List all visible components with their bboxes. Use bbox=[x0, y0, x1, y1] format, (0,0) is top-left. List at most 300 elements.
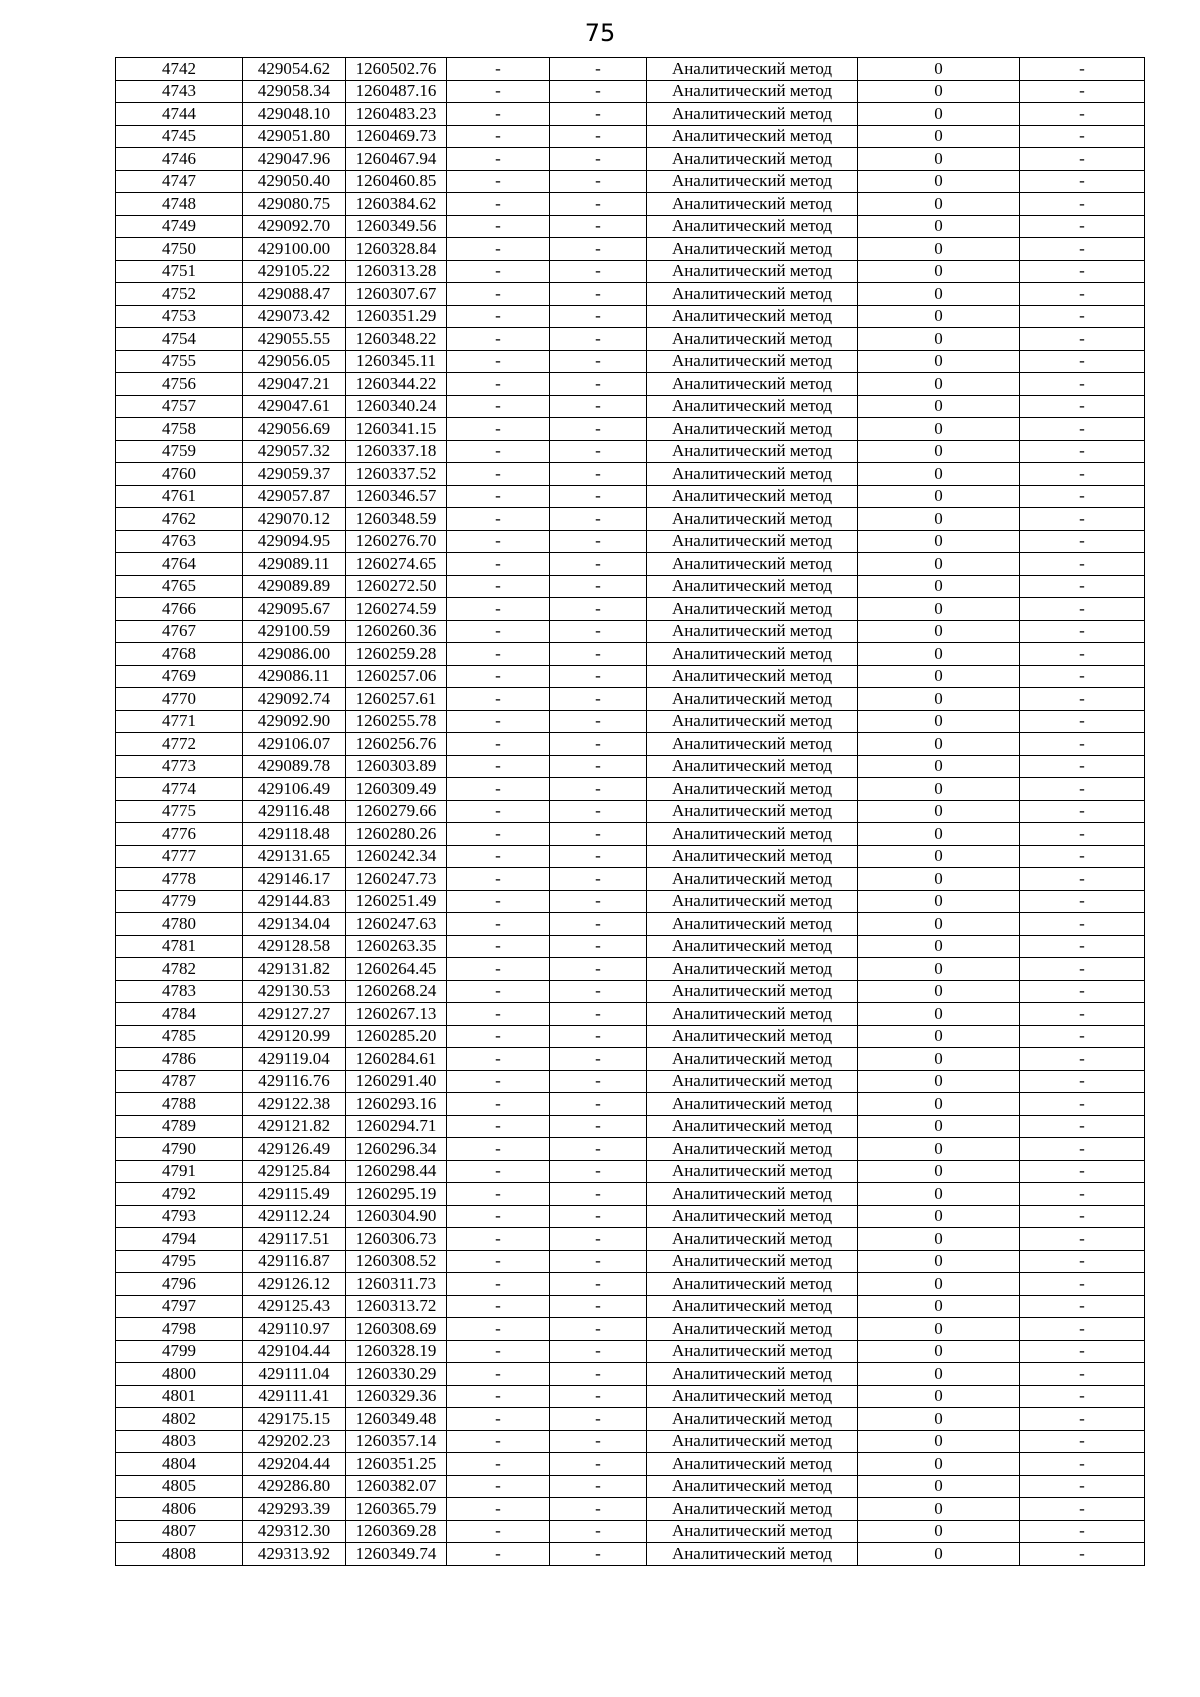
dash-cell: - bbox=[447, 463, 550, 486]
table-row bbox=[116, 238, 1145, 261]
point-number-cell: 4785 bbox=[116, 1025, 243, 1048]
point-number-cell: 4782 bbox=[116, 958, 243, 981]
y-coordinate-cell: 1260328.84 bbox=[346, 238, 447, 261]
y-coordinate-cell: 1260469.73 bbox=[346, 125, 447, 148]
method-cell: Аналитический метод bbox=[647, 598, 858, 621]
y-coordinate-cell: 1260272.50 bbox=[346, 575, 447, 598]
dash-cell: - bbox=[550, 800, 647, 823]
x-coordinate-cell: 429118.48 bbox=[243, 823, 346, 846]
dash-cell: - bbox=[1020, 350, 1145, 373]
method-cell: Аналитический метод bbox=[647, 620, 858, 643]
dash-cell: - bbox=[1020, 463, 1145, 486]
table-row bbox=[116, 643, 1145, 666]
dash-cell: - bbox=[550, 1430, 647, 1453]
point-number-cell: 4788 bbox=[116, 1093, 243, 1116]
dash-cell: - bbox=[550, 328, 647, 351]
dash-cell: - bbox=[550, 1048, 647, 1071]
dash-cell: - bbox=[447, 1340, 550, 1363]
table-row bbox=[116, 958, 1145, 981]
dash-cell: - bbox=[447, 710, 550, 733]
dash-cell: - bbox=[550, 1070, 647, 1093]
y-coordinate-cell: 1260313.28 bbox=[346, 260, 447, 283]
accuracy-cell: 0 bbox=[858, 440, 1020, 463]
x-coordinate-cell: 429116.76 bbox=[243, 1070, 346, 1093]
dash-cell: - bbox=[1020, 1430, 1145, 1453]
dash-cell: - bbox=[447, 1430, 550, 1453]
method-cell: Аналитический метод bbox=[647, 643, 858, 666]
y-coordinate-cell: 1260280.26 bbox=[346, 823, 447, 846]
table-row bbox=[116, 733, 1145, 756]
dash-cell: - bbox=[1020, 688, 1145, 711]
point-number-cell: 4789 bbox=[116, 1115, 243, 1138]
dash-cell: - bbox=[550, 1385, 647, 1408]
accuracy-cell: 0 bbox=[858, 1520, 1020, 1543]
method-cell: Аналитический метод bbox=[647, 485, 858, 508]
method-cell: Аналитический метод bbox=[647, 1003, 858, 1026]
table-row bbox=[116, 1003, 1145, 1026]
method-cell: Аналитический метод bbox=[647, 1543, 858, 1566]
point-number-cell: 4751 bbox=[116, 260, 243, 283]
dash-cell: - bbox=[550, 1408, 647, 1431]
accuracy-cell: 0 bbox=[858, 103, 1020, 126]
x-coordinate-cell: 429086.11 bbox=[243, 665, 346, 688]
point-number-cell: 4763 bbox=[116, 530, 243, 553]
method-cell: Аналитический метод bbox=[647, 935, 858, 958]
coordinates-table-body bbox=[116, 58, 1145, 1566]
table-row bbox=[116, 800, 1145, 823]
method-cell: Аналитический метод bbox=[647, 125, 858, 148]
y-coordinate-cell: 1260242.34 bbox=[346, 845, 447, 868]
table-row bbox=[116, 463, 1145, 486]
x-coordinate-cell: 429126.49 bbox=[243, 1138, 346, 1161]
dash-cell: - bbox=[550, 913, 647, 936]
y-coordinate-cell: 1260346.57 bbox=[346, 485, 447, 508]
dash-cell: - bbox=[1020, 845, 1145, 868]
y-coordinate-cell: 1260307.67 bbox=[346, 283, 447, 306]
x-coordinate-cell: 429073.42 bbox=[243, 305, 346, 328]
y-coordinate-cell: 1260345.11 bbox=[346, 350, 447, 373]
table-row bbox=[116, 1025, 1145, 1048]
accuracy-cell: 0 bbox=[858, 170, 1020, 193]
point-number-cell: 4761 bbox=[116, 485, 243, 508]
point-number-cell: 4786 bbox=[116, 1048, 243, 1071]
table-row bbox=[116, 395, 1145, 418]
dash-cell: - bbox=[447, 305, 550, 328]
y-coordinate-cell: 1260483.23 bbox=[346, 103, 447, 126]
dash-cell: - bbox=[447, 170, 550, 193]
accuracy-cell: 0 bbox=[858, 58, 1020, 81]
dash-cell: - bbox=[447, 1115, 550, 1138]
y-coordinate-cell: 1260308.52 bbox=[346, 1250, 447, 1273]
x-coordinate-cell: 429047.96 bbox=[243, 148, 346, 171]
dash-cell: - bbox=[1020, 1093, 1145, 1116]
x-coordinate-cell: 429125.84 bbox=[243, 1160, 346, 1183]
dash-cell: - bbox=[1020, 913, 1145, 936]
x-coordinate-cell: 429312.30 bbox=[243, 1520, 346, 1543]
dash-cell: - bbox=[550, 530, 647, 553]
point-number-cell: 4756 bbox=[116, 373, 243, 396]
table-row bbox=[116, 418, 1145, 441]
table-row bbox=[116, 170, 1145, 193]
dash-cell: - bbox=[447, 418, 550, 441]
y-coordinate-cell: 1260369.28 bbox=[346, 1520, 447, 1543]
x-coordinate-cell: 429293.39 bbox=[243, 1498, 346, 1521]
dash-cell: - bbox=[447, 125, 550, 148]
method-cell: Аналитический метод bbox=[647, 1228, 858, 1251]
dash-cell: - bbox=[1020, 328, 1145, 351]
point-number-cell: 4744 bbox=[116, 103, 243, 126]
dash-cell: - bbox=[447, 800, 550, 823]
point-number-cell: 4780 bbox=[116, 913, 243, 936]
dash-cell: - bbox=[550, 710, 647, 733]
dash-cell: - bbox=[550, 1093, 647, 1116]
dash-cell: - bbox=[447, 1453, 550, 1476]
method-cell: Аналитический метод bbox=[647, 260, 858, 283]
method-cell: Аналитический метод bbox=[647, 440, 858, 463]
dash-cell: - bbox=[1020, 1340, 1145, 1363]
dash-cell: - bbox=[550, 58, 647, 81]
table-row bbox=[116, 575, 1145, 598]
dash-cell: - bbox=[550, 1453, 647, 1476]
point-number-cell: 4764 bbox=[116, 553, 243, 576]
dash-cell: - bbox=[550, 1025, 647, 1048]
x-coordinate-cell: 429058.34 bbox=[243, 80, 346, 103]
x-coordinate-cell: 429088.47 bbox=[243, 283, 346, 306]
method-cell: Аналитический метод bbox=[647, 710, 858, 733]
dash-cell: - bbox=[447, 1408, 550, 1431]
point-number-cell: 4781 bbox=[116, 935, 243, 958]
dash-cell: - bbox=[1020, 1295, 1145, 1318]
dash-cell: - bbox=[550, 1138, 647, 1161]
y-coordinate-cell: 1260349.74 bbox=[346, 1543, 447, 1566]
accuracy-cell: 0 bbox=[858, 823, 1020, 846]
dash-cell: - bbox=[1020, 755, 1145, 778]
dash-cell: - bbox=[447, 1250, 550, 1273]
dash-cell: - bbox=[1020, 823, 1145, 846]
accuracy-cell: 0 bbox=[858, 890, 1020, 913]
x-coordinate-cell: 429106.07 bbox=[243, 733, 346, 756]
method-cell: Аналитический метод bbox=[647, 688, 858, 711]
x-coordinate-cell: 429131.65 bbox=[243, 845, 346, 868]
point-number-cell: 4801 bbox=[116, 1385, 243, 1408]
table-row bbox=[116, 1205, 1145, 1228]
dash-cell: - bbox=[447, 1070, 550, 1093]
dash-cell: - bbox=[1020, 1543, 1145, 1566]
dash-cell: - bbox=[1020, 935, 1145, 958]
dash-cell: - bbox=[550, 305, 647, 328]
dash-cell: - bbox=[550, 958, 647, 981]
table-row bbox=[116, 283, 1145, 306]
dash-cell: - bbox=[550, 508, 647, 531]
y-coordinate-cell: 1260279.66 bbox=[346, 800, 447, 823]
accuracy-cell: 0 bbox=[858, 710, 1020, 733]
accuracy-cell: 0 bbox=[858, 1003, 1020, 1026]
method-cell: Аналитический метод bbox=[647, 238, 858, 261]
method-cell: Аналитический метод bbox=[647, 1183, 858, 1206]
x-coordinate-cell: 429047.21 bbox=[243, 373, 346, 396]
dash-cell: - bbox=[550, 890, 647, 913]
method-cell: Аналитический метод bbox=[647, 418, 858, 441]
accuracy-cell: 0 bbox=[858, 463, 1020, 486]
dash-cell: - bbox=[1020, 1408, 1145, 1431]
dash-cell: - bbox=[550, 1273, 647, 1296]
dash-cell: - bbox=[447, 1498, 550, 1521]
dash-cell: - bbox=[447, 260, 550, 283]
method-cell: Аналитический метод bbox=[647, 148, 858, 171]
method-cell: Аналитический метод bbox=[647, 1115, 858, 1138]
dash-cell: - bbox=[1020, 890, 1145, 913]
x-coordinate-cell: 429094.95 bbox=[243, 530, 346, 553]
method-cell: Аналитический метод bbox=[647, 193, 858, 216]
table-row bbox=[116, 1115, 1145, 1138]
y-coordinate-cell: 1260329.36 bbox=[346, 1385, 447, 1408]
dash-cell: - bbox=[447, 1475, 550, 1498]
table-row bbox=[116, 1160, 1145, 1183]
x-coordinate-cell: 429116.48 bbox=[243, 800, 346, 823]
y-coordinate-cell: 1260257.06 bbox=[346, 665, 447, 688]
dash-cell: - bbox=[1020, 80, 1145, 103]
dash-cell: - bbox=[1020, 170, 1145, 193]
x-coordinate-cell: 429086.00 bbox=[243, 643, 346, 666]
dash-cell: - bbox=[1020, 1048, 1145, 1071]
dash-cell: - bbox=[550, 643, 647, 666]
dash-cell: - bbox=[447, 508, 550, 531]
x-coordinate-cell: 429204.44 bbox=[243, 1453, 346, 1476]
table-row bbox=[116, 868, 1145, 891]
dash-cell: - bbox=[1020, 148, 1145, 171]
dash-cell: - bbox=[550, 373, 647, 396]
x-coordinate-cell: 429116.87 bbox=[243, 1250, 346, 1273]
point-number-cell: 4797 bbox=[116, 1295, 243, 1318]
dash-cell: - bbox=[1020, 958, 1145, 981]
page-number: 75 bbox=[584, 19, 616, 47]
y-coordinate-cell: 1260487.16 bbox=[346, 80, 447, 103]
accuracy-cell: 0 bbox=[858, 688, 1020, 711]
method-cell: Аналитический метод bbox=[647, 1295, 858, 1318]
dash-cell: - bbox=[447, 1363, 550, 1386]
x-coordinate-cell: 429127.27 bbox=[243, 1003, 346, 1026]
point-number-cell: 4800 bbox=[116, 1363, 243, 1386]
x-coordinate-cell: 429122.38 bbox=[243, 1093, 346, 1116]
y-coordinate-cell: 1260257.61 bbox=[346, 688, 447, 711]
accuracy-cell: 0 bbox=[858, 530, 1020, 553]
y-coordinate-cell: 1260365.79 bbox=[346, 1498, 447, 1521]
dash-cell: - bbox=[1020, 643, 1145, 666]
dash-cell: - bbox=[1020, 868, 1145, 891]
table-row bbox=[116, 328, 1145, 351]
dash-cell: - bbox=[550, 260, 647, 283]
x-coordinate-cell: 429095.67 bbox=[243, 598, 346, 621]
point-number-cell: 4787 bbox=[116, 1070, 243, 1093]
point-number-cell: 4770 bbox=[116, 688, 243, 711]
table-row bbox=[116, 1183, 1145, 1206]
x-coordinate-cell: 429146.17 bbox=[243, 868, 346, 891]
point-number-cell: 4743 bbox=[116, 80, 243, 103]
dash-cell: - bbox=[550, 755, 647, 778]
accuracy-cell: 0 bbox=[858, 1138, 1020, 1161]
dash-cell: - bbox=[550, 283, 647, 306]
y-coordinate-cell: 1260259.28 bbox=[346, 643, 447, 666]
dash-cell: - bbox=[1020, 665, 1145, 688]
table-row bbox=[116, 80, 1145, 103]
y-coordinate-cell: 1260298.44 bbox=[346, 1160, 447, 1183]
y-coordinate-cell: 1260351.29 bbox=[346, 305, 447, 328]
point-number-cell: 4806 bbox=[116, 1498, 243, 1521]
x-coordinate-cell: 429115.49 bbox=[243, 1183, 346, 1206]
table-row bbox=[116, 890, 1145, 913]
x-coordinate-cell: 429092.70 bbox=[243, 215, 346, 238]
accuracy-cell: 0 bbox=[858, 1318, 1020, 1341]
table-row bbox=[116, 1430, 1145, 1453]
y-coordinate-cell: 1260293.16 bbox=[346, 1093, 447, 1116]
y-coordinate-cell: 1260344.22 bbox=[346, 373, 447, 396]
point-number-cell: 4777 bbox=[116, 845, 243, 868]
x-coordinate-cell: 429047.61 bbox=[243, 395, 346, 418]
dash-cell: - bbox=[447, 530, 550, 553]
accuracy-cell: 0 bbox=[858, 1430, 1020, 1453]
point-number-cell: 4792 bbox=[116, 1183, 243, 1206]
point-number-cell: 4804 bbox=[116, 1453, 243, 1476]
table-row bbox=[116, 1048, 1145, 1071]
y-coordinate-cell: 1260256.76 bbox=[346, 733, 447, 756]
method-cell: Аналитический метод bbox=[647, 1385, 858, 1408]
point-number-cell: 4753 bbox=[116, 305, 243, 328]
y-coordinate-cell: 1260268.24 bbox=[346, 980, 447, 1003]
method-cell: Аналитический метод bbox=[647, 868, 858, 891]
dash-cell: - bbox=[447, 980, 550, 1003]
method-cell: Аналитический метод bbox=[647, 845, 858, 868]
point-number-cell: 4794 bbox=[116, 1228, 243, 1251]
dash-cell: - bbox=[447, 148, 550, 171]
x-coordinate-cell: 429111.41 bbox=[243, 1385, 346, 1408]
dash-cell: - bbox=[447, 1273, 550, 1296]
x-coordinate-cell: 429120.99 bbox=[243, 1025, 346, 1048]
dash-cell: - bbox=[447, 103, 550, 126]
point-number-cell: 4762 bbox=[116, 508, 243, 531]
dash-cell: - bbox=[1020, 260, 1145, 283]
method-cell: Аналитический метод bbox=[647, 1340, 858, 1363]
x-coordinate-cell: 429050.40 bbox=[243, 170, 346, 193]
point-number-cell: 4793 bbox=[116, 1205, 243, 1228]
x-coordinate-cell: 429051.80 bbox=[243, 125, 346, 148]
dash-cell: - bbox=[447, 1160, 550, 1183]
method-cell: Аналитический метод bbox=[647, 778, 858, 801]
accuracy-cell: 0 bbox=[858, 800, 1020, 823]
y-coordinate-cell: 1260285.20 bbox=[346, 1025, 447, 1048]
method-cell: Аналитический метод bbox=[647, 1205, 858, 1228]
point-number-cell: 4774 bbox=[116, 778, 243, 801]
dash-cell: - bbox=[1020, 418, 1145, 441]
dash-cell: - bbox=[550, 418, 647, 441]
dash-cell: - bbox=[550, 148, 647, 171]
dash-cell: - bbox=[550, 1340, 647, 1363]
dash-cell: - bbox=[447, 598, 550, 621]
x-coordinate-cell: 429089.89 bbox=[243, 575, 346, 598]
y-coordinate-cell: 1260337.18 bbox=[346, 440, 447, 463]
dash-cell: - bbox=[550, 80, 647, 103]
dash-cell: - bbox=[550, 1250, 647, 1273]
dash-cell: - bbox=[550, 103, 647, 126]
table-row bbox=[116, 193, 1145, 216]
dash-cell: - bbox=[447, 1520, 550, 1543]
method-cell: Аналитический метод bbox=[647, 1160, 858, 1183]
accuracy-cell: 0 bbox=[858, 620, 1020, 643]
accuracy-cell: 0 bbox=[858, 935, 1020, 958]
x-coordinate-cell: 429089.78 bbox=[243, 755, 346, 778]
table-row bbox=[116, 1453, 1145, 1476]
point-number-cell: 4765 bbox=[116, 575, 243, 598]
y-coordinate-cell: 1260384.62 bbox=[346, 193, 447, 216]
table-row bbox=[116, 778, 1145, 801]
method-cell: Аналитический метод bbox=[647, 913, 858, 936]
point-number-cell: 4750 bbox=[116, 238, 243, 261]
x-coordinate-cell: 429056.05 bbox=[243, 350, 346, 373]
dash-cell: - bbox=[447, 58, 550, 81]
point-number-cell: 4746 bbox=[116, 148, 243, 171]
dash-cell: - bbox=[447, 553, 550, 576]
dash-cell: - bbox=[1020, 1003, 1145, 1026]
point-number-cell: 4749 bbox=[116, 215, 243, 238]
method-cell: Аналитический метод bbox=[647, 1498, 858, 1521]
dash-cell: - bbox=[550, 395, 647, 418]
y-coordinate-cell: 1260294.71 bbox=[346, 1115, 447, 1138]
y-coordinate-cell: 1260247.73 bbox=[346, 868, 447, 891]
accuracy-cell: 0 bbox=[858, 643, 1020, 666]
method-cell: Аналитический метод bbox=[647, 1273, 858, 1296]
dash-cell: - bbox=[1020, 1138, 1145, 1161]
dash-cell: - bbox=[1020, 1318, 1145, 1341]
method-cell: Аналитический метод bbox=[647, 1138, 858, 1161]
dash-cell: - bbox=[1020, 1070, 1145, 1093]
dash-cell: - bbox=[550, 193, 647, 216]
x-coordinate-cell: 429119.04 bbox=[243, 1048, 346, 1071]
x-coordinate-cell: 429125.43 bbox=[243, 1295, 346, 1318]
table-row bbox=[116, 913, 1145, 936]
accuracy-cell: 0 bbox=[858, 1475, 1020, 1498]
accuracy-cell: 0 bbox=[858, 733, 1020, 756]
accuracy-cell: 0 bbox=[858, 1048, 1020, 1071]
dash-cell: - bbox=[447, 373, 550, 396]
method-cell: Аналитический метод bbox=[647, 800, 858, 823]
method-cell: Аналитический метод bbox=[647, 733, 858, 756]
table-row bbox=[116, 508, 1145, 531]
accuracy-cell: 0 bbox=[858, 395, 1020, 418]
y-coordinate-cell: 1260260.36 bbox=[346, 620, 447, 643]
dash-cell: - bbox=[1020, 1498, 1145, 1521]
point-number-cell: 4791 bbox=[116, 1160, 243, 1183]
method-cell: Аналитический метод bbox=[647, 553, 858, 576]
x-coordinate-cell: 429092.74 bbox=[243, 688, 346, 711]
point-number-cell: 4757 bbox=[116, 395, 243, 418]
y-coordinate-cell: 1260255.78 bbox=[346, 710, 447, 733]
dash-cell: - bbox=[1020, 373, 1145, 396]
dash-cell: - bbox=[447, 1318, 550, 1341]
dash-cell: - bbox=[550, 665, 647, 688]
accuracy-cell: 0 bbox=[858, 553, 1020, 576]
dash-cell: - bbox=[447, 755, 550, 778]
x-coordinate-cell: 429286.80 bbox=[243, 1475, 346, 1498]
dash-cell: - bbox=[550, 125, 647, 148]
table-row bbox=[116, 1408, 1145, 1431]
accuracy-cell: 0 bbox=[858, 1363, 1020, 1386]
method-cell: Аналитический метод bbox=[647, 1318, 858, 1341]
point-number-cell: 4766 bbox=[116, 598, 243, 621]
dash-cell: - bbox=[550, 485, 647, 508]
accuracy-cell: 0 bbox=[858, 1115, 1020, 1138]
table-row bbox=[116, 620, 1145, 643]
dash-cell: - bbox=[1020, 283, 1145, 306]
method-cell: Аналитический метод bbox=[647, 823, 858, 846]
